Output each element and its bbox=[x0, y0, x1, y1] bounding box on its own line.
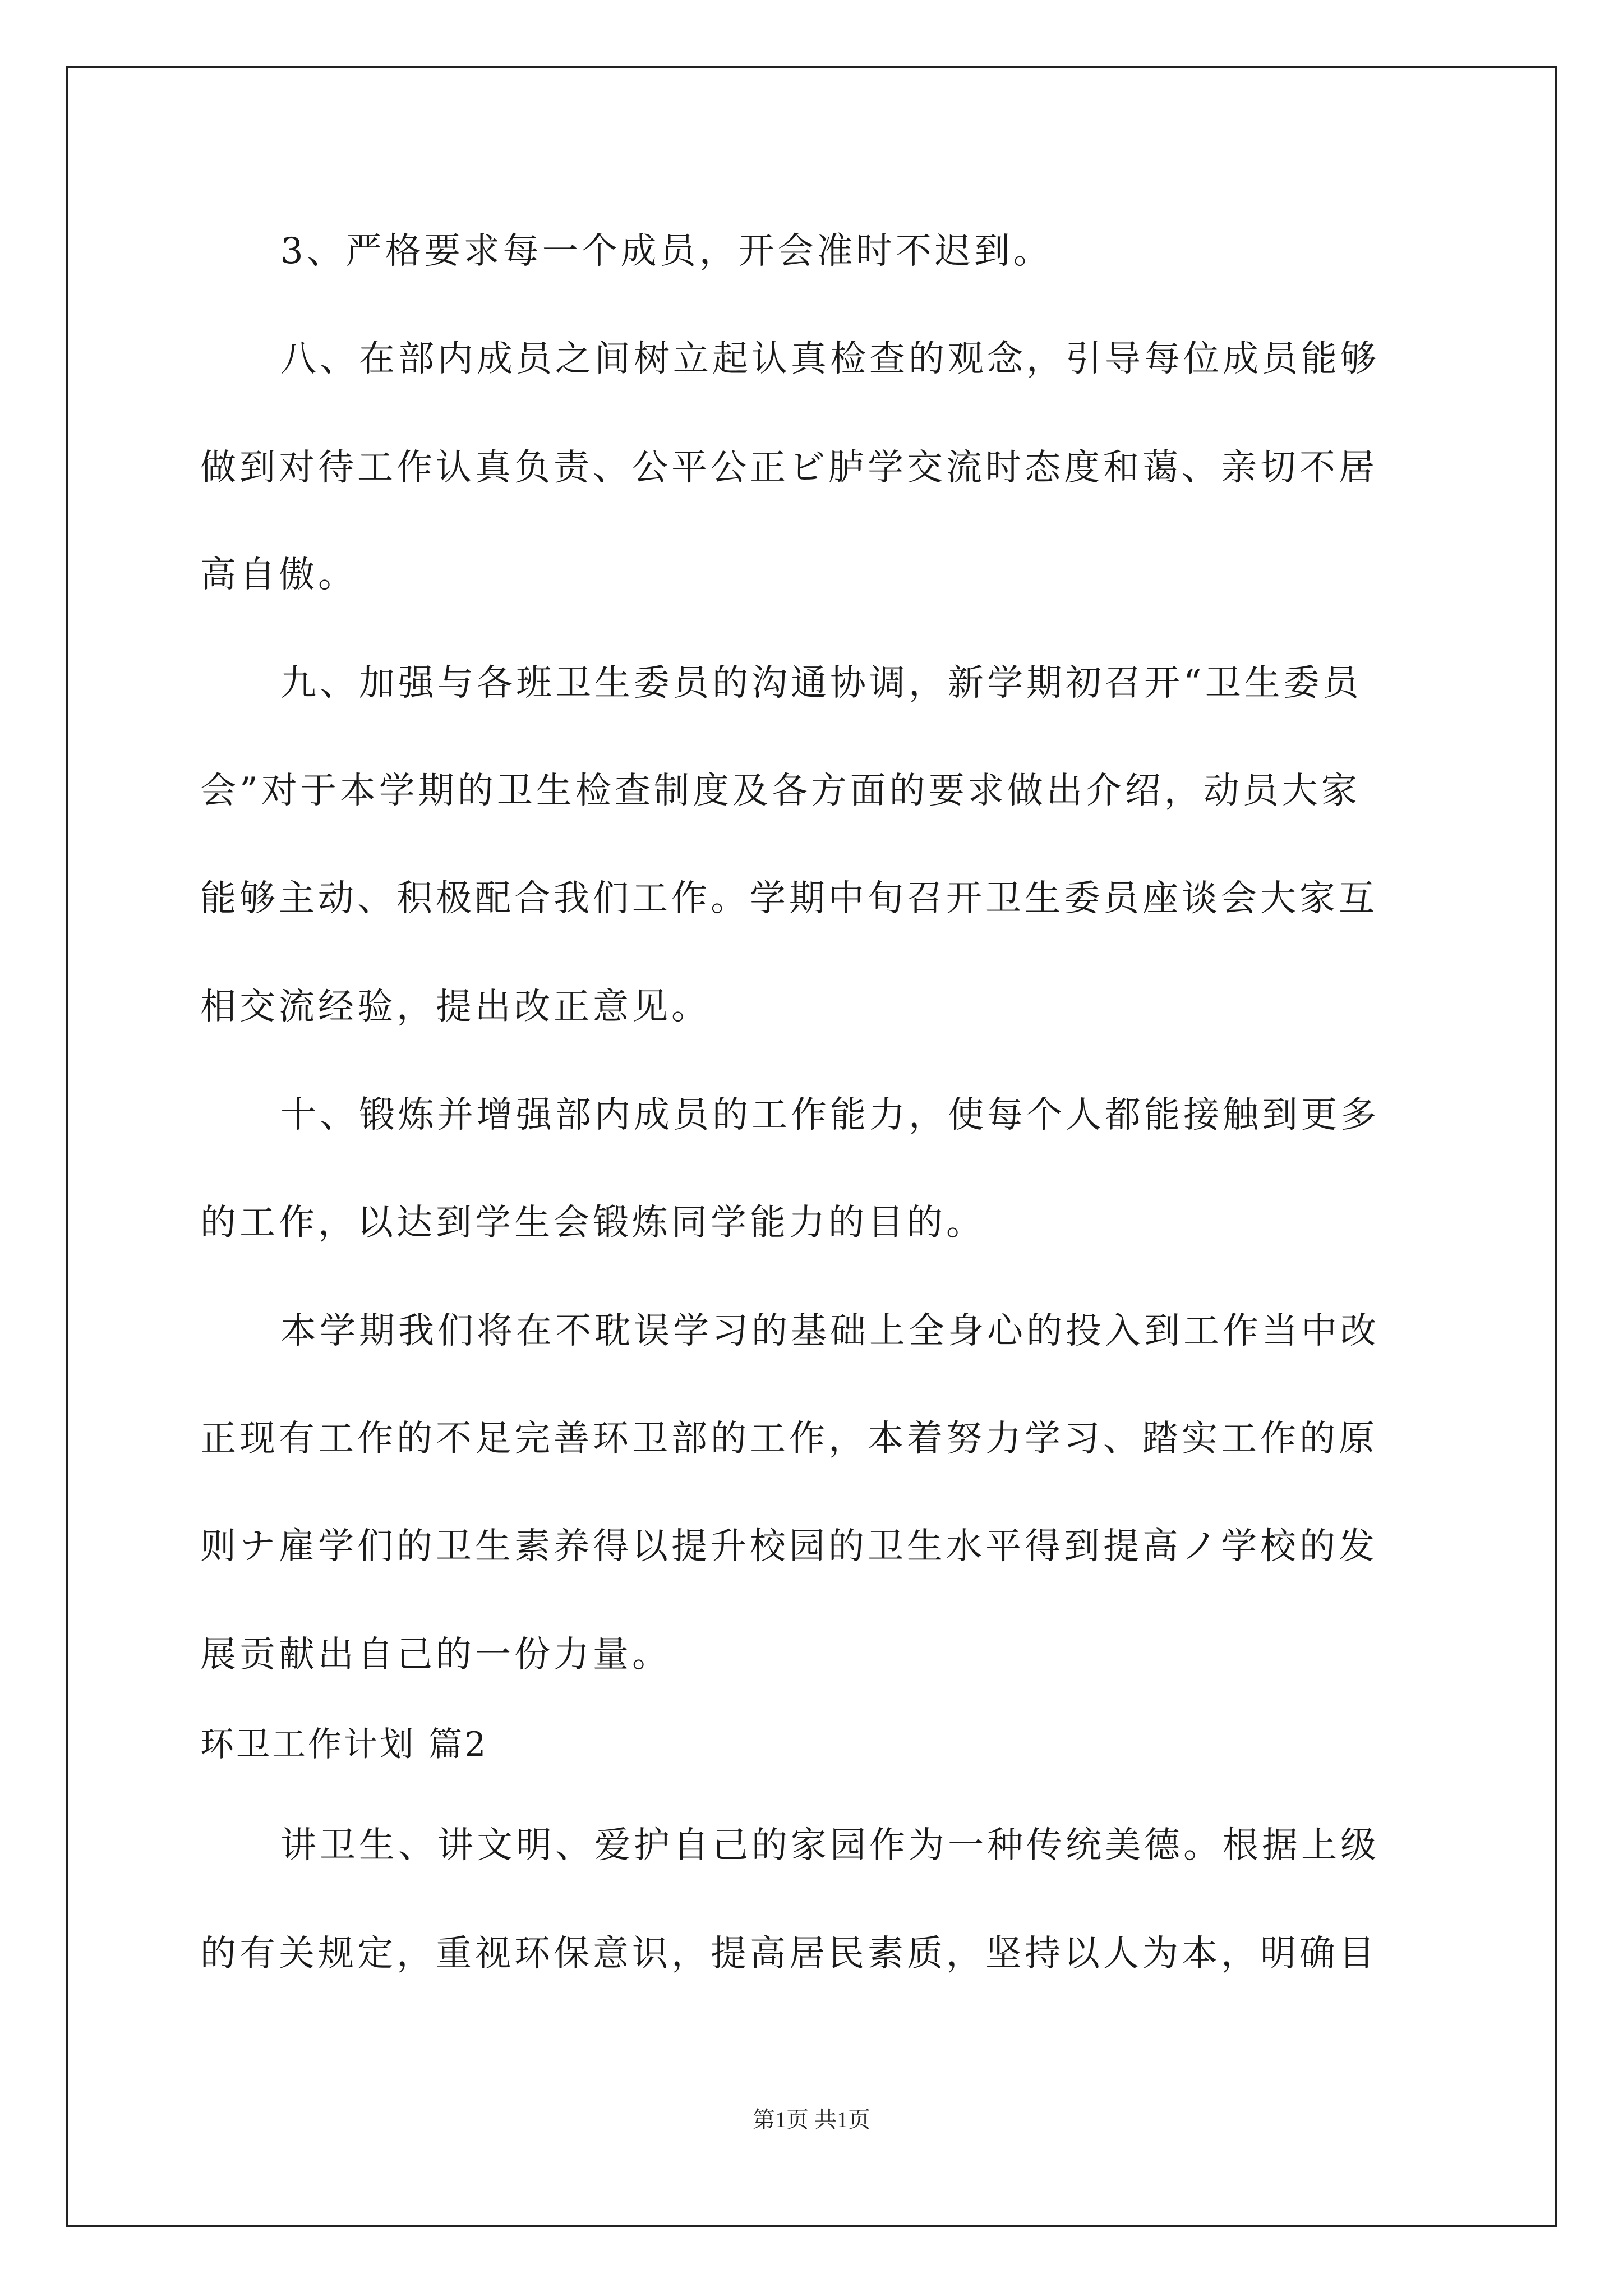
paragraph-line: 做到对待工作认真负责、公平公正ビ胪学交流时态度和蔼、亲切不居 bbox=[200, 447, 1378, 489]
paragraph-line: 能够主动、积极配合我们工作。学期中旬召开卫生委员座谈会大家互 bbox=[200, 878, 1378, 919]
paragraph-line: 会”对于本学期的卫生检查制度及各方面的要求做出介绍，动员大家 bbox=[200, 770, 1361, 812]
paragraph-line: 十、锻炼并增强部内成员的工作能力，使每个人都能接触到更多 bbox=[280, 1094, 1380, 1136]
paragraph-line: 高自傲。 bbox=[200, 554, 357, 596]
paragraph-line: 八、在部内成员之间树立起认真检查的观念，引导每位成员能够 bbox=[280, 338, 1380, 380]
paragraph-line: 正现有工作的不足完善环卫部的工作，本着努力学习、踏实工作的原 bbox=[200, 1418, 1378, 1460]
section-heading: 环卫工作计划 篇2 bbox=[200, 1725, 488, 1764]
paragraph-line: 的有关规定，重视环保意识，提高居民素质，坚持以人为本，明确目 bbox=[200, 1933, 1378, 1975]
page-number-footer: 第1页 共1页 bbox=[753, 2107, 870, 2132]
paragraph-line: 九、加强与各班卫生委员的沟通协调，新学期初召开“卫生委员 bbox=[280, 662, 1362, 704]
paragraph-line: 本学期我们将在不耽误学习的基础上全身心的投入到工作当中改 bbox=[280, 1310, 1380, 1352]
paragraph-line: 的工作，以达到学生会锻炼同学能力的目的。 bbox=[200, 1202, 985, 1244]
paragraph-line: 相交流经验，提出改正意见。 bbox=[200, 986, 711, 1028]
paragraph-line: 则ナ雇学们的卫生素养得以提升校园的卫生水平得到提高ノ学校的发 bbox=[200, 1526, 1378, 1567]
paragraph-line: 展贡献出自己的一份力量。 bbox=[200, 1634, 671, 1676]
page-border bbox=[66, 66, 1557, 2227]
paragraph-line: 3、严格要求每一个成员，开会准时不迟到。 bbox=[280, 231, 1053, 272]
paragraph-line: 讲卫生、讲文明、爱护自己的家园作为一种传统美德。根据上级 bbox=[280, 1825, 1380, 1866]
